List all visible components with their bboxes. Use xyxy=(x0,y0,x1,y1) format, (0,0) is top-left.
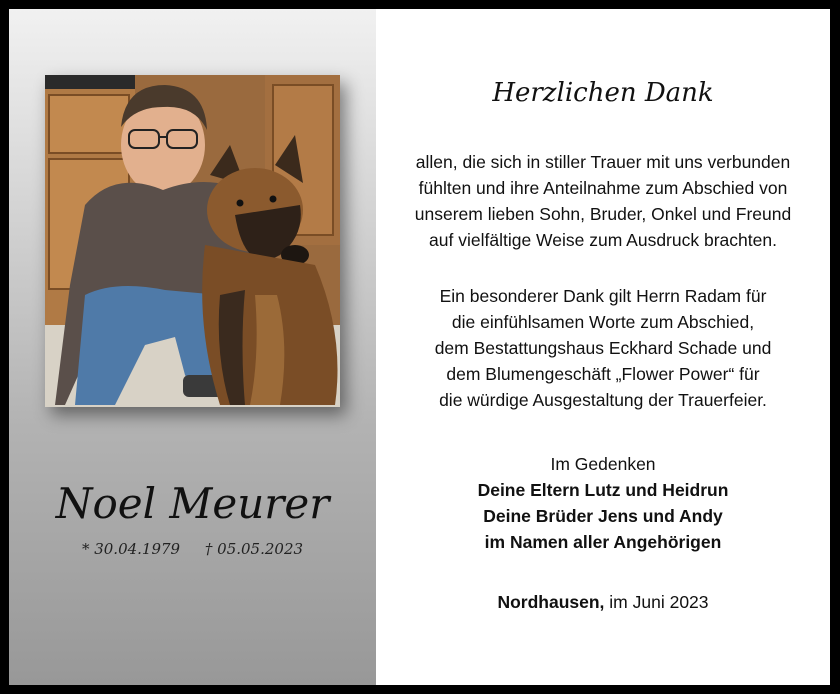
text-line: unserem lieben Sohn, Bruder, Onkel und Freund xyxy=(414,204,792,224)
portrait-illustration xyxy=(45,75,340,407)
signatory-line: Deine Brüder Jens und Andy xyxy=(483,506,723,526)
portrait-photo xyxy=(45,75,340,407)
signatory-line: im Namen aller Angehörigen xyxy=(484,532,722,552)
closing-intro: Im Gedenken xyxy=(550,454,656,474)
birth-date: * 30.04.1979 xyxy=(81,540,181,558)
place: Nordhausen, xyxy=(497,592,605,612)
text-line: Ein besonderer Dank gilt Herrn Radam für xyxy=(439,286,767,306)
text-line: fühlten und ihre Anteilnahme zum Abschied von xyxy=(418,178,788,198)
text-line: dem Bestattungshaus Eckhard Schade und xyxy=(434,338,772,358)
life-dates xyxy=(9,540,376,558)
right-panel xyxy=(376,9,830,685)
special-thanks-paragraph xyxy=(376,283,830,413)
obituary-card xyxy=(9,9,830,685)
text-line: dem Blumengeschäft „Flower Power“ für xyxy=(446,364,760,384)
place-date xyxy=(376,592,830,613)
date: im Juni 2023 xyxy=(609,592,709,612)
left-panel xyxy=(9,9,376,685)
signature-block xyxy=(376,451,830,555)
text-line: die würdige Ausgestaltung der Trauerfeier. xyxy=(439,390,767,410)
notice-heading: Herzlichen Dank xyxy=(492,78,714,108)
text-line: allen, die sich in stiller Trauer mit uns verbunden xyxy=(415,152,791,172)
thanks-paragraph xyxy=(376,149,830,253)
text-line: die einfühlsamen Worte zum Abschied, xyxy=(451,312,755,332)
text-line: auf vielfältige Weise zum Ausdruck brachten. xyxy=(429,230,777,250)
deceased-name: Noel Meurer xyxy=(55,479,330,528)
death-date: † 05.05.2023 xyxy=(204,540,304,558)
signatory-line: Deine Eltern Lutz und Heidrun xyxy=(477,480,729,500)
